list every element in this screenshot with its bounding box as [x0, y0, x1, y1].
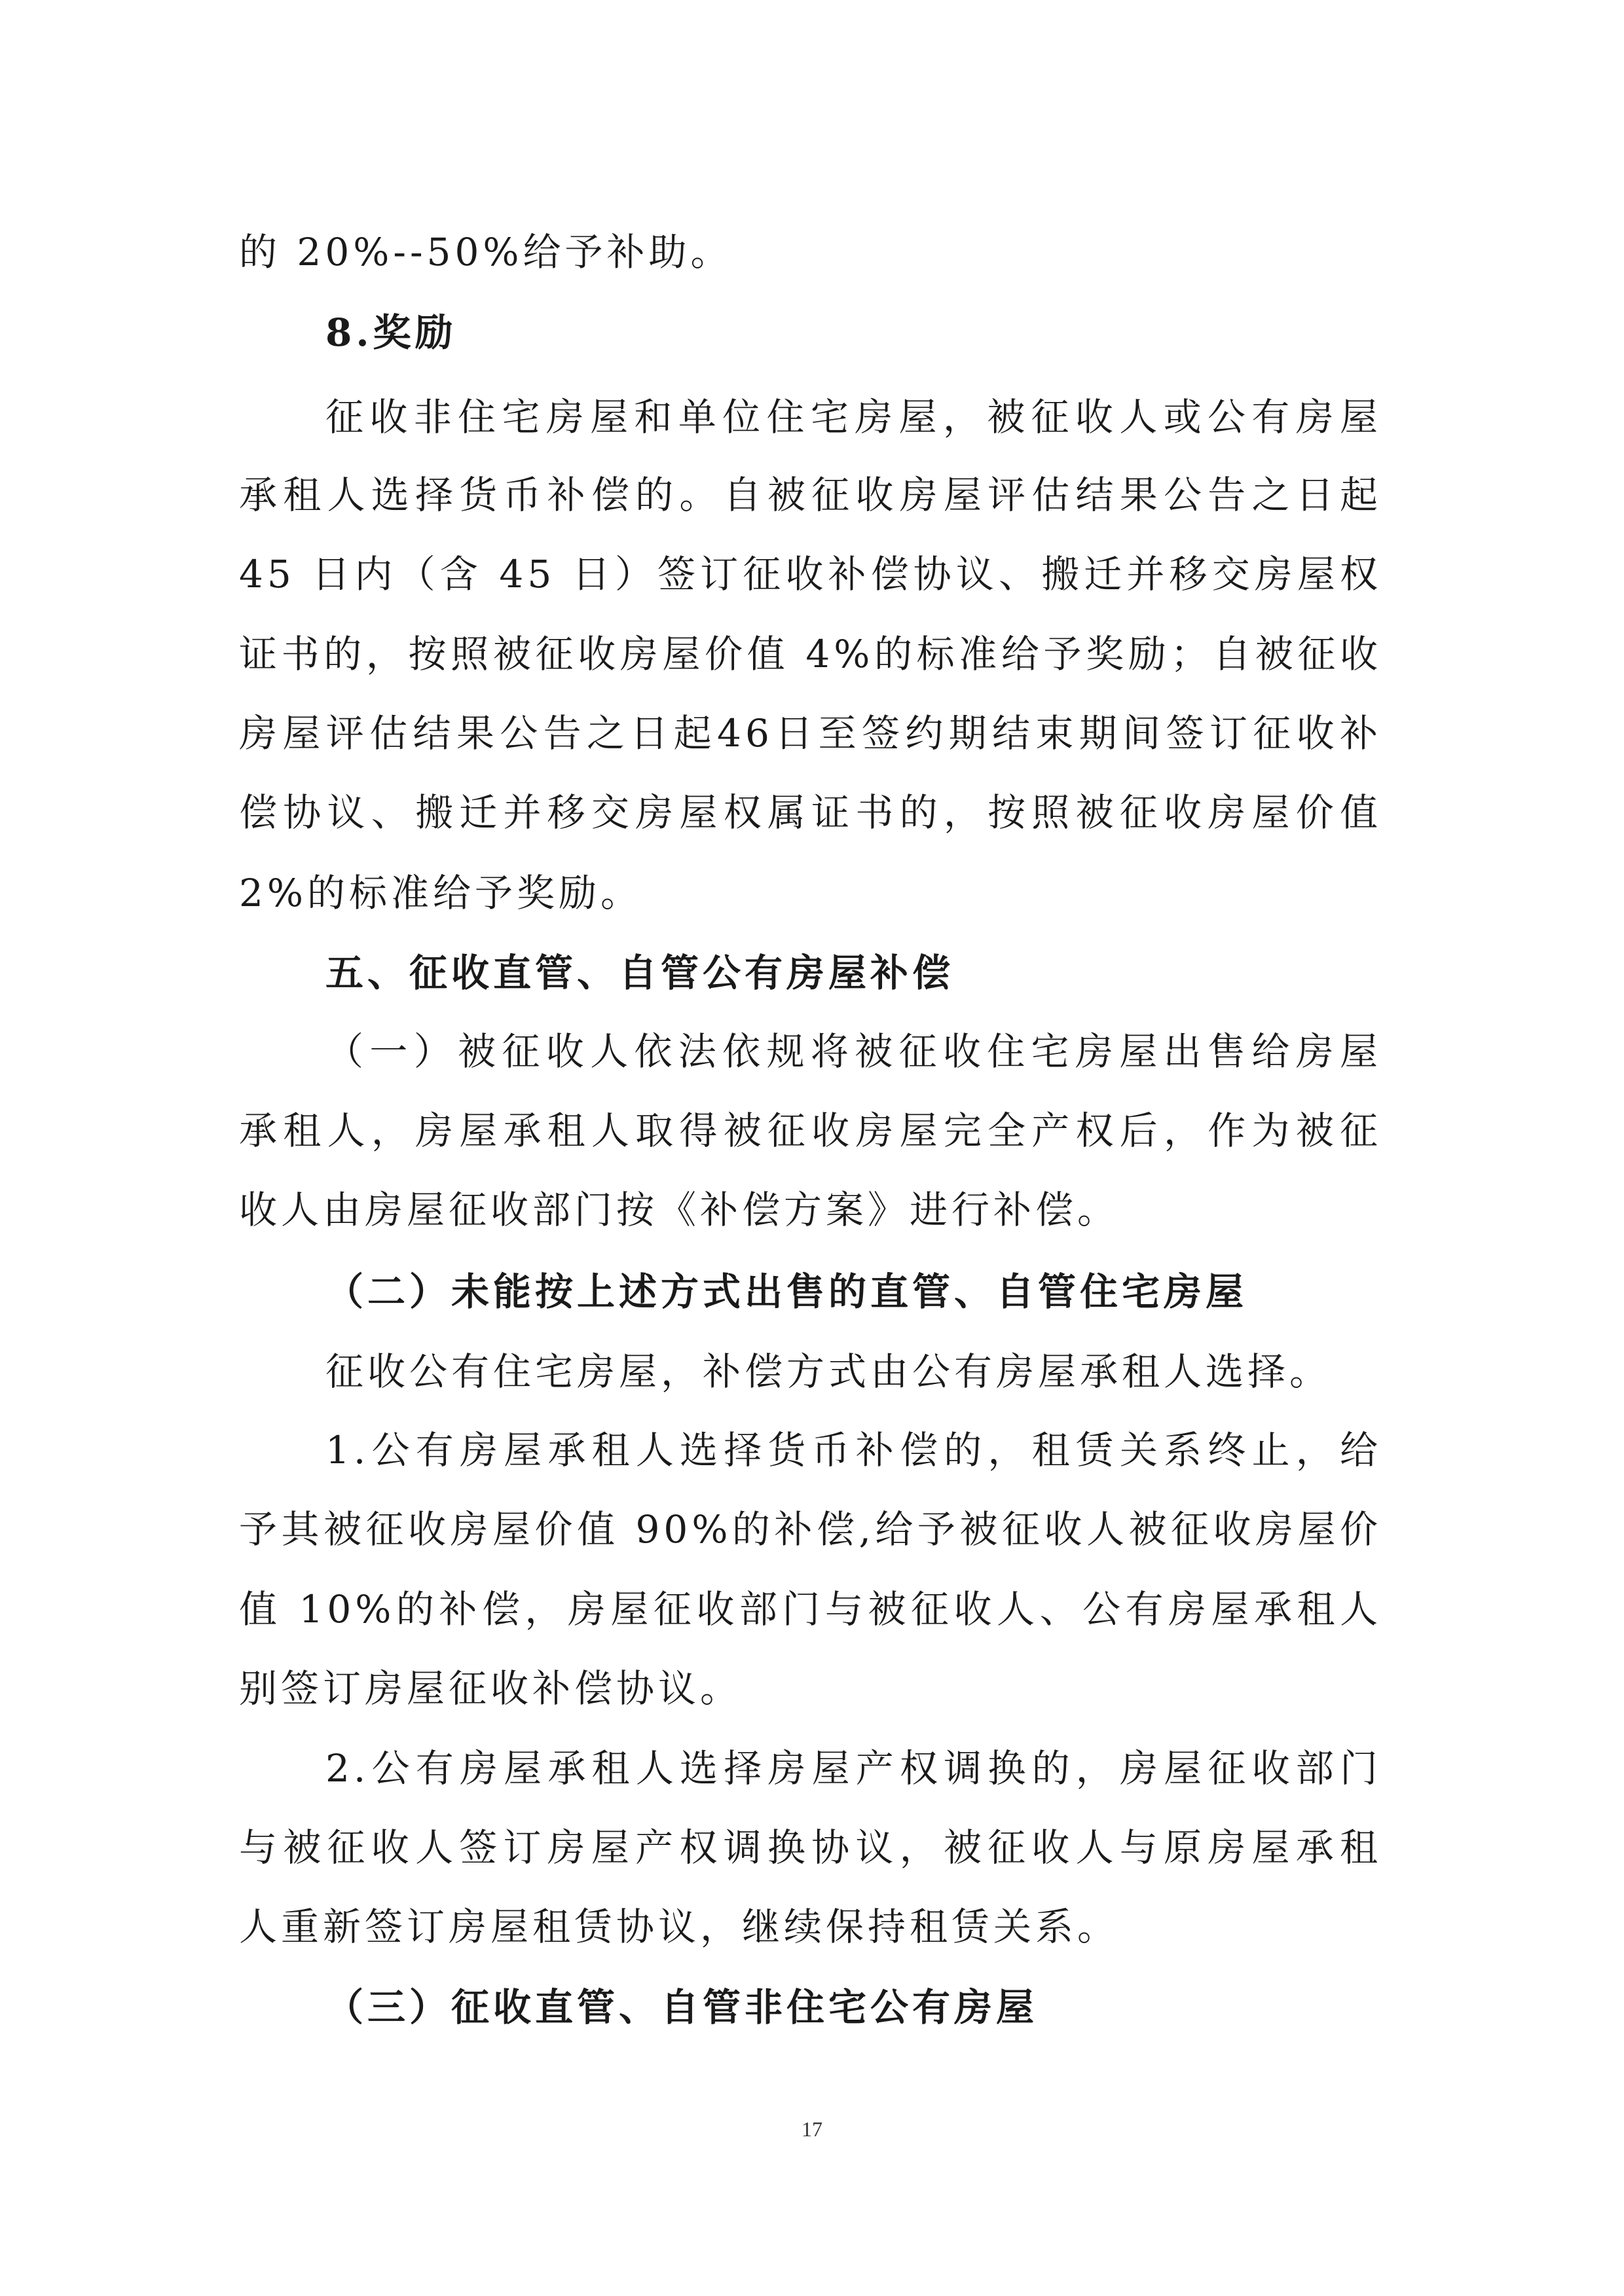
- text-line-13: 收人由房屋征收部门按《补偿方案》进行补偿。: [239, 1188, 1120, 1232]
- text-line-5: 45 日内（含 45 日）签订征收补偿协议、搬迁并移交房屋权: [239, 552, 1382, 596]
- text-line-1: 的 20%--50%给予补助。: [239, 230, 733, 274]
- text-line-19: 别签订房屋征收补偿协议。: [239, 1666, 743, 1711]
- heading-subsection-two: （二）未能按上述方式出售的直管、自管住宅房屋: [325, 1269, 1248, 1314]
- page-number: 17: [802, 2117, 822, 2141]
- text-line-8: 偿协议、搬迁并移交房屋权属证书的，按照被征收房屋价值: [239, 790, 1382, 835]
- text-line-17: 予其被征收房屋价值 90%的补偿,给予被征收人被征收房屋价: [239, 1507, 1382, 1552]
- text-line-9: 2%的标准给予奖励。: [239, 871, 643, 915]
- text-line-22: 人重新签订房屋租赁协议，继续保持租赁关系。: [239, 1904, 1120, 1949]
- text-line-21: 与被征收人签订房屋产权调换协议，被征收人与原房屋承租: [239, 1825, 1382, 1870]
- text-line-3: 征收非住宅房屋和单位住宅房屋，被征收人或公有房屋: [325, 395, 1382, 439]
- heading-reward: 8.奖励: [325, 310, 457, 355]
- text-line-4: 承租人选择货币补偿的。自被征收房屋评估结果公告之日起: [239, 473, 1382, 517]
- text-line-12: 承租人，房屋承租人取得被征收房屋完全产权后，作为被征: [239, 1108, 1382, 1153]
- text-line-18: 值 10%的补偿，房屋征收部门与被征收人、公有房屋承租人: [239, 1587, 1382, 1631]
- text-line-6: 证书的，按照被征收房屋价值 4%的标准给予奖励；自被征收: [239, 632, 1382, 676]
- text-line-7: 房屋评估结果公告之日起46日至签约期结束期间签订征收补: [239, 711, 1382, 756]
- text-line-15: 征收公有住宅房屋，补偿方式由公有房屋承租人选择。: [325, 1349, 1332, 1394]
- text-line-20: 2.公有房屋承租人选择房屋产权调换的，房屋征收部门: [325, 1746, 1382, 1791]
- text-line-11: （一）被征收人依法依规将被征收住宅房屋出售给房屋: [325, 1029, 1382, 1074]
- heading-section-five: 五、征收直管、自管公有房屋补偿: [325, 951, 955, 995]
- text-line-16: 1.公有房屋承租人选择货币补偿的，租赁关系终止，给: [325, 1428, 1382, 1472]
- heading-subsection-three: （三）征收直管、自管非住宅公有房屋: [325, 1985, 1039, 2030]
